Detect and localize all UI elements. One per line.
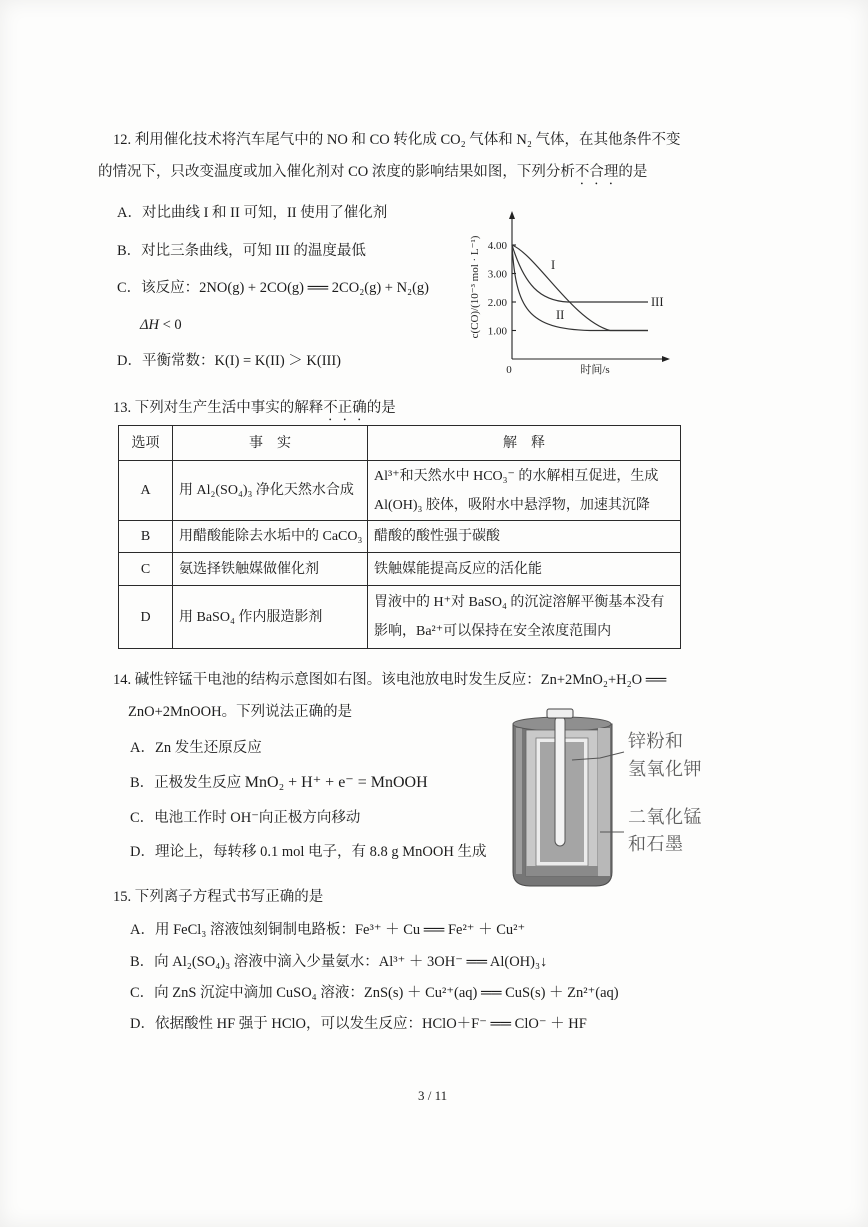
row-option: B [119,521,173,553]
origin-label: 0 [506,364,512,376]
cutaway-face [598,728,610,876]
curve-label-iii: III [651,295,664,309]
figure-label-zinc-2: 氢氧化钾 [628,759,702,780]
battery-diagram [500,704,716,890]
row-fact: 用醋酸能除去水垢中的 CaCO₃ [173,521,368,553]
figure-label-zinc-1: 锌粉和 [628,731,684,752]
q13-table [118,425,681,649]
q12-option-d: D．平衡常数：K(I) = K(II) ＞ K(III) [117,353,342,369]
q12-option-b: B．对比三条曲线，可知 III 的温度最低 [117,243,366,259]
header-fact: 事 实 [173,426,368,461]
curve-label-i: I [551,258,556,272]
table-row [119,461,681,521]
row-option: D [119,586,173,649]
row-explanation [368,553,681,586]
q15-option-d: D．依据酸性 HF 强于 HClO，可以发生反应：HClO＋F⁻ ══ ClO⁻ ＋ HF [130,1016,587,1032]
q14-stem-line1: 14. 碱性锌锰干电池的结构示意图如右图。该电池放电时发生反应：Zn+2MnO₂+H₂O ══ [113,672,667,688]
enthalpy-symbol: ΔH [140,317,159,333]
y-axis-label: c(CO)/(10⁻³ mol · L⁻¹) [469,235,481,339]
y-tick-label: 1.00 [487,325,507,338]
q12-stem-end: 的是 [618,164,648,180]
q13-emphasis-text: 不正确 [323,400,367,416]
y-tick-label: 4.00 [487,240,507,252]
row-fact: 氨选择铁触媒做催化剂 [173,553,368,586]
table-row [119,586,681,649]
table-header-row [119,426,681,461]
page-number: 3 / 11 [418,1088,448,1103]
curve-label-ii: II [556,308,565,322]
explanation-line: 铁触媒能提高反应的活化能 [374,561,542,577]
table-row [119,521,681,553]
q13-title-end: 的是 [366,400,396,416]
y-tick-label: 2.00 [487,297,507,309]
q14-option-b-equation: MnO₂ + H⁺ + e⁻ = MnOOH [244,774,428,791]
row-explanation [368,521,681,553]
q12-emphasis-text: 不合理 [574,164,619,180]
current-collector-rod [555,716,565,846]
y-axis-arrow [509,211,515,219]
row-fact: 用 Al₂(SO₄)₃ 净化天然水合成 [173,461,368,521]
q12-option-c-enthalpy [140,315,182,335]
row-option: A [119,461,173,521]
q12-option-c: C．该反应：2NO(g) + 2CO(g) ══ 2CO₂(g) + N₂(g) [117,280,430,296]
explanation-line: 醋酸的酸性强于碳酸 [374,529,500,544]
curve-iii [512,245,648,302]
battery-terminal-cap [547,709,573,718]
table-row [119,553,681,586]
explanation-line: 胃液中的 H⁺对 BaSO₄ 的沉淀溶解平衡基本没有 [374,595,665,610]
explanation-line: 影响，Ba²⁺可以保持在安全浓度范围内 [374,624,612,639]
row-fact: 用 BaSO₄ 作内服造影剂 [173,586,368,649]
y-tick-label: 3.00 [487,268,507,281]
q15-title: 15. 下列离子方程式书写正确的是 [113,889,324,905]
q13-title [113,398,396,418]
q15-option-c: C．向 ZnS 沉淀中滴加 CuSO₄ 溶液：ZnS(s) ＋ Cu²⁺(aq) ══ CuS(s) ＋ Zn²⁺(aq) [130,985,619,1001]
co-concentration-chart [465,205,680,383]
row-explanation [368,461,681,521]
bottom-band [526,866,598,876]
x-axis-arrow [662,356,670,362]
q14-option-c: C．电池工作时 OH⁻向正极方向移动 [130,810,361,826]
q14-option-b-text: B．正极发生反应 [130,775,245,791]
q13-title-text: 13. 下列对生产生活中事实的解释 [113,400,324,416]
q12-stem-line1: 12. 利用催化技术将汽车尾气中的 NO 和 CO 转化成 CO₂ 气体和 N₂ 气体，在其他条件不变 [113,132,681,148]
row-option: C [119,553,173,586]
header-explanation: 解 释 [368,426,681,461]
explanation-line: Al³⁺和天然水中 HCO₃⁻ 的水解相互促进，生成 [374,468,659,484]
x-axis-label: 时间/s [580,364,610,376]
q14-option-b [130,773,428,793]
header-option: 选项 [119,426,173,461]
q14-stem-line2: ZnO+2MnOOH。下列说法正确的是 [128,704,353,720]
q12-stem-line2 [98,162,647,182]
curve-i [512,245,648,331]
chart-marks [488,240,664,338]
q14-option-d: D．理论上，每转移 0.1 mol 电子，有 8.8 g MnOOH 生成 [130,844,487,860]
row-explanation [368,586,681,649]
q12-option-a: A．对比曲线 I 和 II 可知，II 使用了催化剂 [117,205,388,221]
q15-option-b: B．向 Al₂(SO₄)₃ 溶液中滴入少量氨水：Al³⁺ ＋ 3OH⁻ ══ Al(OH)₃↓ [130,954,548,970]
q15-option-a: A．用 FeCl₃ 溶液蚀刻铜制电路板：Fe³⁺ ＋ Cu ══ Fe²⁺ ＋ Cu²⁺ [130,922,526,938]
can-highlight [516,728,522,874]
figure-label-mno2-2: 和石墨 [628,834,684,855]
figure-label-mno2-1: 二氧化锰 [628,807,702,828]
q12-stem-text: 的情况下，只改变温度或加入催化剂对 CO 浓度的影响结果如图，下列分析 [98,164,575,180]
enthalpy-condition: < 0 [158,317,182,333]
explanation-line: Al(OH)₃ 胶体，吸附水中悬浮物，加速其沉降 [374,497,650,513]
q14-option-a: A．Zn 发生还原反应 [130,740,262,756]
curve-ii [512,245,648,331]
